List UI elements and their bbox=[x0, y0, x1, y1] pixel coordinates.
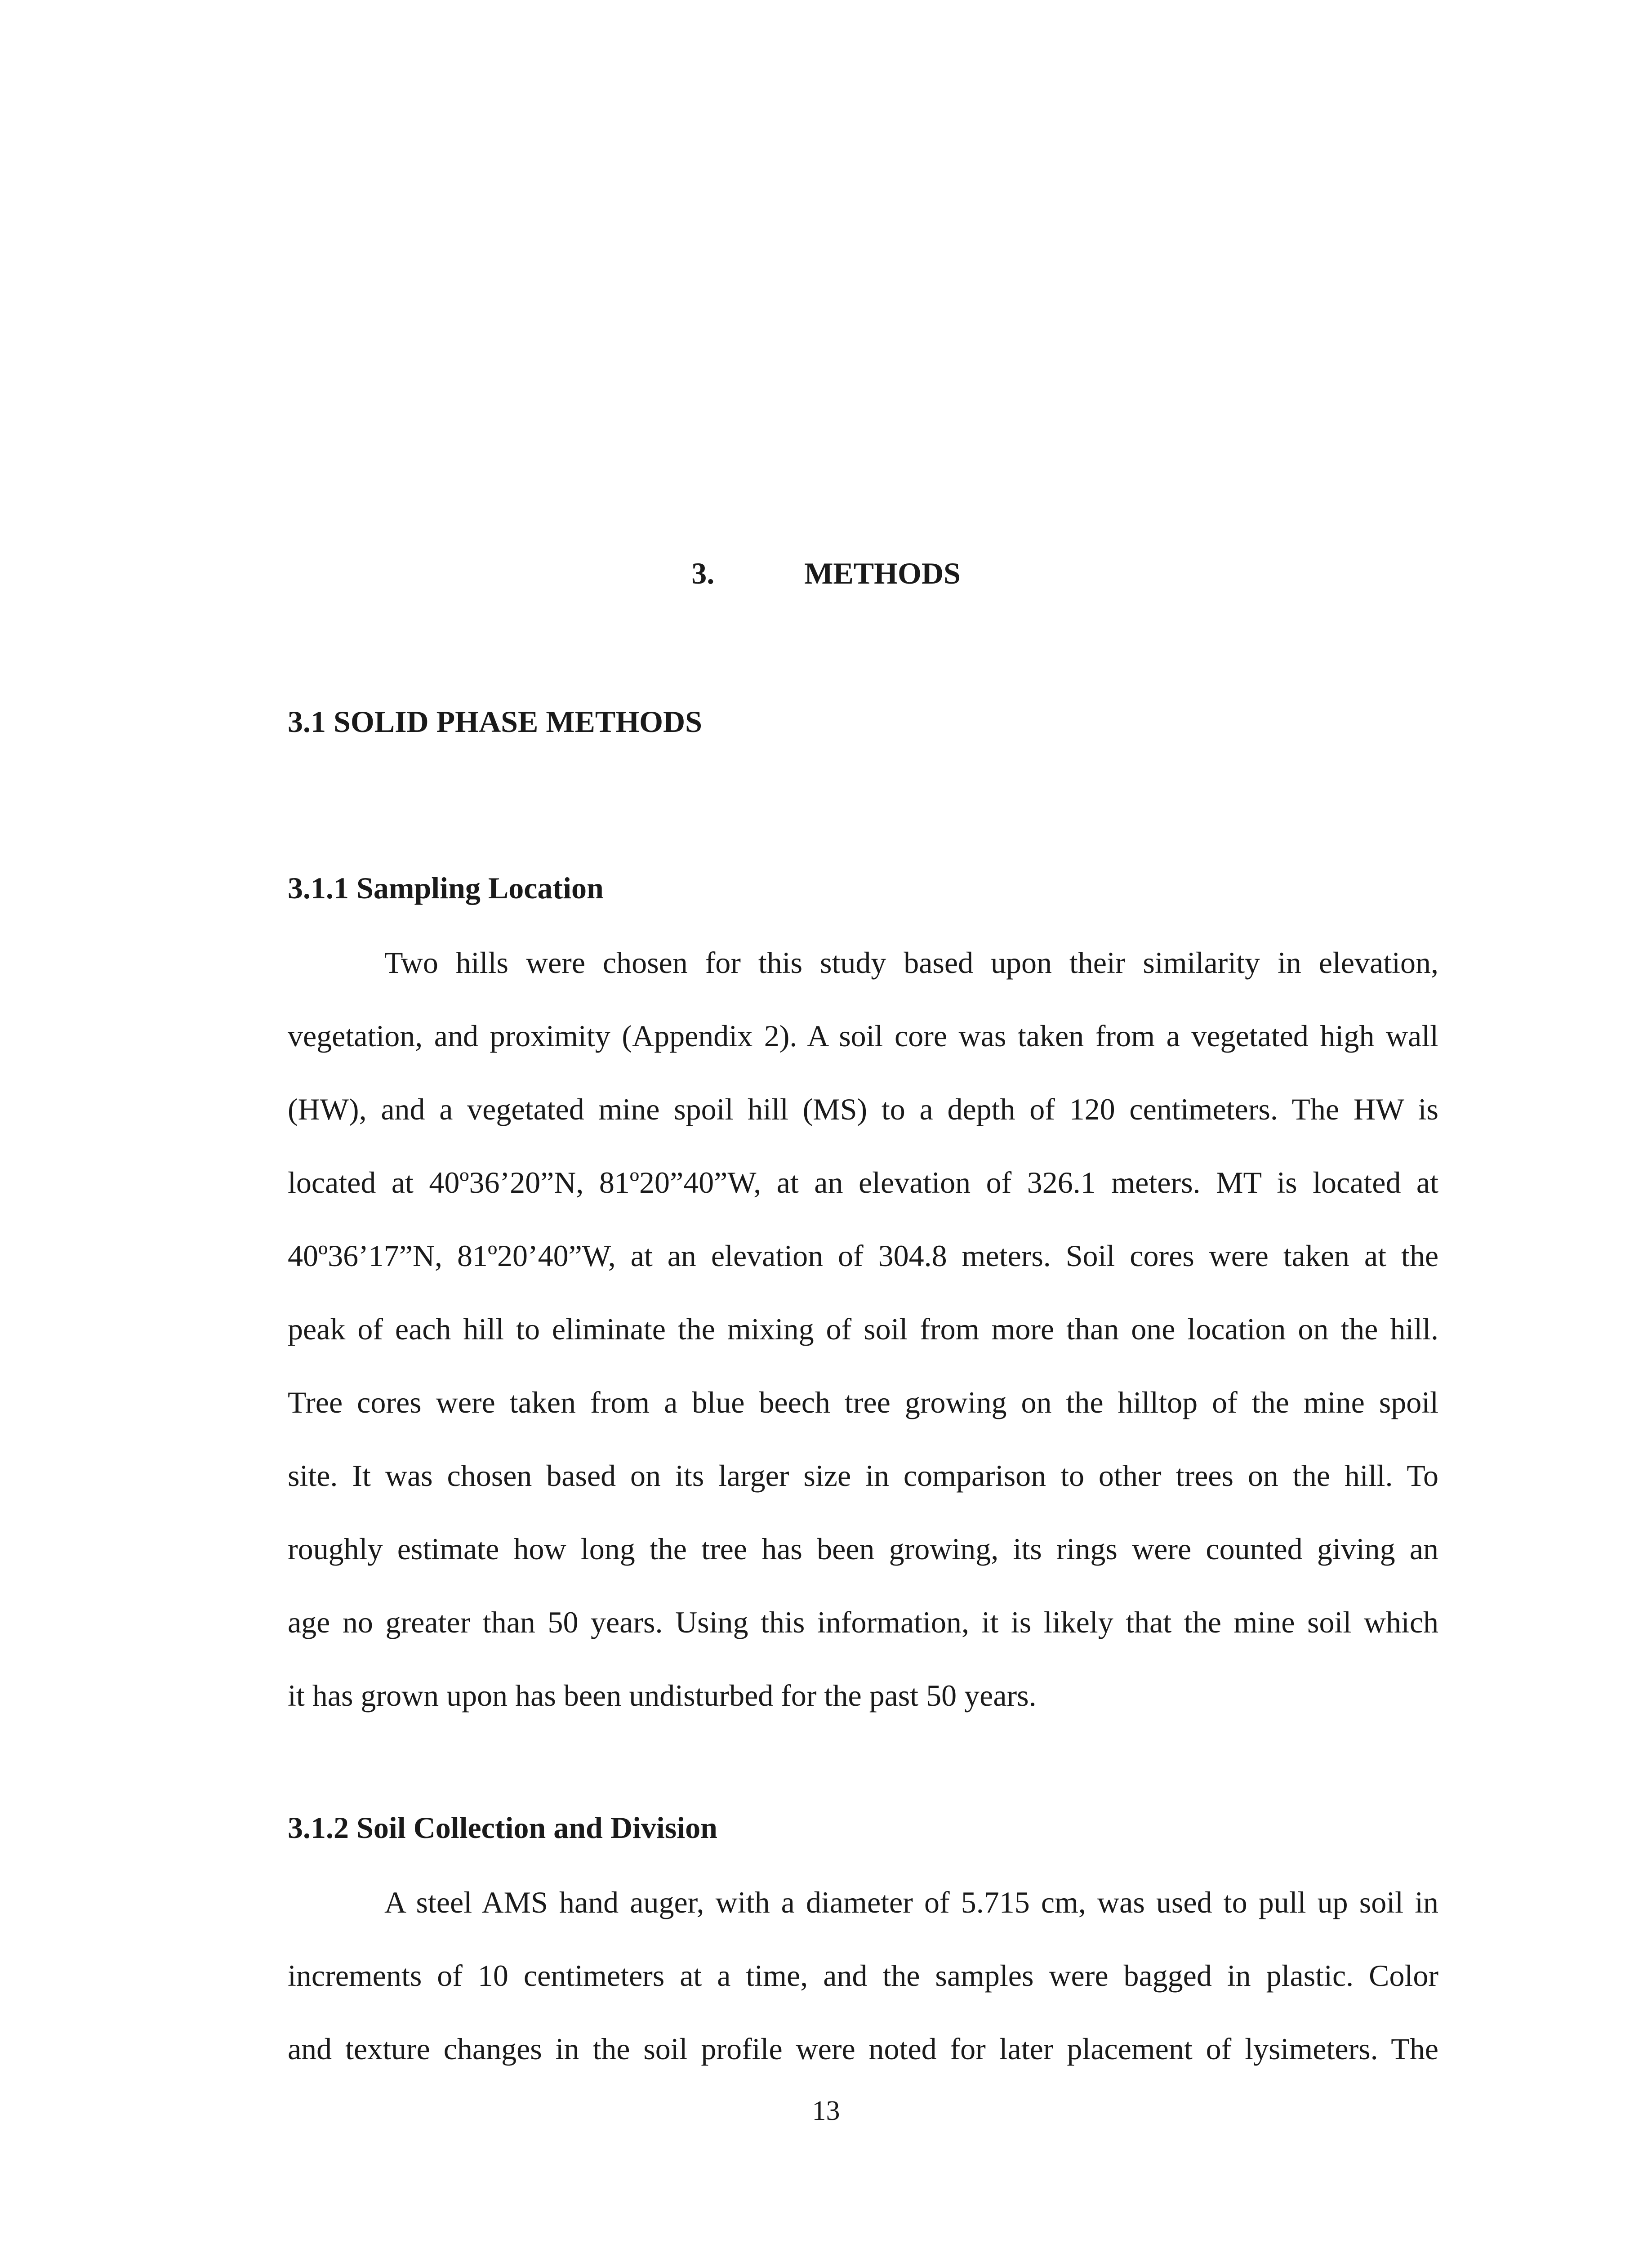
subsection-heading-sampling-location: 3.1.1 Sampling Location bbox=[288, 871, 604, 905]
paragraph-line: and texture changes in the soil profile were noted for later placement of lysimeters. The bbox=[288, 2032, 1438, 2066]
paragraph-soil-collection bbox=[288, 1866, 1438, 2086]
chapter-title: METHODS bbox=[804, 556, 961, 590]
paragraph-line: site. It was chosen based on its larger size in comparison to other trees on the hill. To bbox=[288, 1459, 1438, 1493]
page-number: 13 bbox=[812, 2096, 840, 2126]
paragraph-line: located at 40º36’20”N, 81º20”40”W, at an elevation of 326.1 meters. MT is located at bbox=[288, 1165, 1438, 1200]
paragraph-line: age no greater than 50 years. Using this information, it is likely that the mine soil which bbox=[288, 1605, 1438, 1639]
paragraph-line: 40º36’17”N, 81º20’40”W, at an elevation of 304.8 meters. Soil cores were taken at the bbox=[288, 1239, 1438, 1273]
paragraph-line: (HW), and a vegetated mine spoil hill (MS) to a depth of 120 centimeters. The HW is bbox=[288, 1092, 1438, 1126]
paragraph-line: increments of 10 centimeters at a time, and the samples were bagged in plastic. Color bbox=[288, 1958, 1438, 1993]
paragraph-line: A steel AMS hand auger, with a diameter of 5.715 cm, was used to pull up soil in bbox=[384, 1885, 1438, 1919]
section-heading: 3.1 SOLID PHASE METHODS bbox=[288, 705, 702, 739]
paragraph-line: vegetation, and proximity (Appendix 2). A soil core was taken from a vegetated high wall bbox=[288, 1019, 1438, 1053]
paragraph-line: peak of each hill to eliminate the mixing of soil from more than one location on the hill. bbox=[288, 1312, 1438, 1346]
paragraph-sampling-location bbox=[288, 926, 1438, 1732]
paragraph-line: Tree cores were taken from a blue beech tree growing on the hilltop of the mine spoil bbox=[288, 1385, 1438, 1419]
paragraph-line: Two hills were chosen for this study based upon their similarity in elevation, bbox=[384, 946, 1438, 980]
paragraph-line: it has grown upon has been undisturbed for the past 50 years. bbox=[288, 1678, 1037, 1713]
chapter-heading bbox=[0, 553, 1652, 593]
chapter-number: 3. bbox=[691, 556, 715, 590]
paragraph-line: roughly estimate how long the tree has been growing, its rings were counted giving an bbox=[288, 1532, 1438, 1566]
subsection-heading-soil-collection: 3.1.2 Soil Collection and Division bbox=[288, 1811, 717, 1845]
